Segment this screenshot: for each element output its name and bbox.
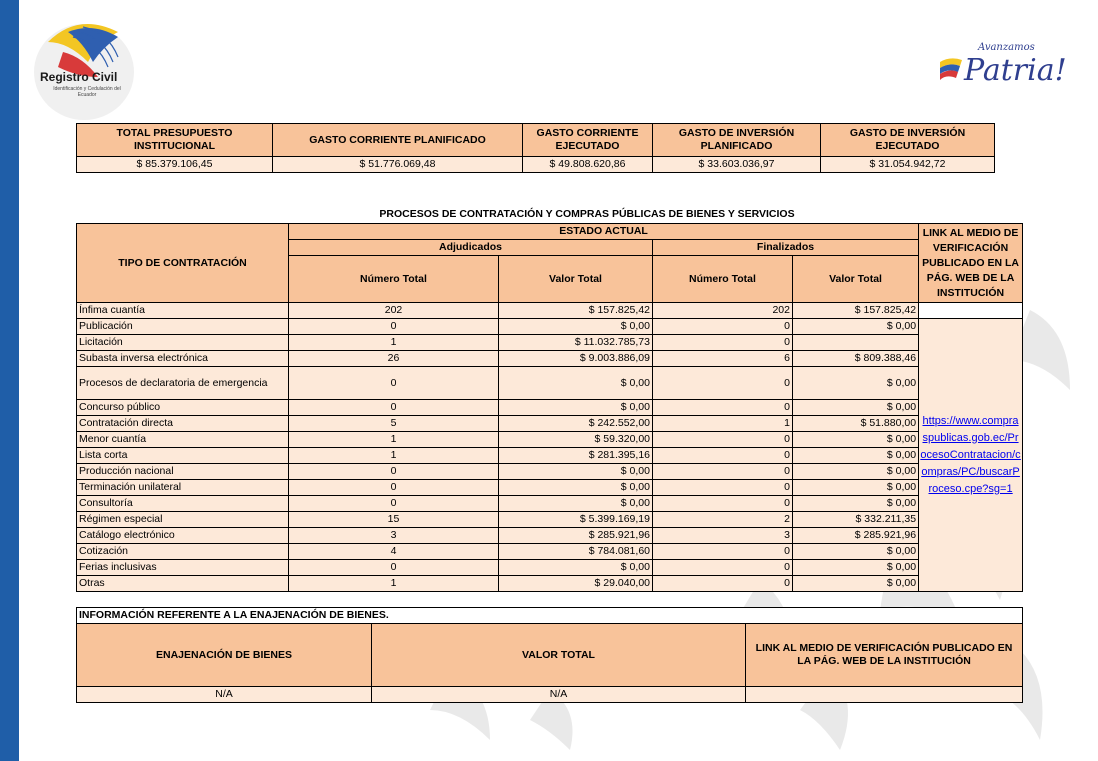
- table-row: [77, 544, 1023, 560]
- estado-actual-header: ESTADO ACTUAL: [289, 224, 919, 240]
- finalizados-valor-cell: $ 0,00: [793, 576, 919, 592]
- tipo-contratacion-header: TIPO DE CONTRATACIÓN: [77, 224, 289, 303]
- processes-title: PROCESOS DE CONTRATACIÓN Y COMPRAS PÚBLICAS DE BIENES Y SERVICIOS: [379, 208, 795, 220]
- finalizados-valor-cell: $ 51.880,00: [793, 416, 919, 432]
- adjudicados-numero-cell: 0: [289, 400, 499, 416]
- finalizados-numero-cell: 202: [653, 303, 793, 319]
- finalizados-numero-cell: 1: [653, 416, 793, 432]
- tipo-cell: Concurso público: [77, 400, 289, 416]
- tipo-cell: Consultoría: [77, 496, 289, 512]
- finalizados-valor-cell: $ 0,00: [793, 448, 919, 464]
- finalizados-valor-cell: $ 0,00: [793, 432, 919, 448]
- adjudicados-numero-cell: 5: [289, 416, 499, 432]
- finalizados-numero-cell: 0: [653, 480, 793, 496]
- tipo-cell: Ferias inclusivas: [77, 560, 289, 576]
- tipo-cell: Menor cuantía: [77, 432, 289, 448]
- adjudicados-valor-cell: $ 281.395,16: [499, 448, 653, 464]
- adjudicados-valor-cell: $ 242.552,00: [499, 416, 653, 432]
- adjudicados-numero-cell: 0: [289, 367, 499, 400]
- tipo-cell: Otras: [77, 576, 289, 592]
- budget-header-total: TOTAL PRESUPUESTO INSTITUCIONAL: [77, 124, 273, 157]
- finalizados-valor-total-header: Valor Total: [793, 256, 919, 303]
- registro-civil-logo-subtitle: Identificación y Cedulación del Ecuador: [53, 86, 121, 98]
- tipo-cell: Contratación directa: [77, 416, 289, 432]
- finalizados-numero-cell: 0: [653, 464, 793, 480]
- adjudicados-numero-cell: 0: [289, 480, 499, 496]
- finalizados-numero-cell: 6: [653, 351, 793, 367]
- finalizados-valor-cell: [793, 335, 919, 351]
- budget-value-inversion-planificado: $ 33.603.036,97: [653, 157, 821, 173]
- table-row: [77, 448, 1023, 464]
- enajenacion-value-valor: N/A: [372, 687, 746, 703]
- adjudicados-valor-cell: $ 285.921,96: [499, 528, 653, 544]
- adjudicados-numero-cell: 15: [289, 512, 499, 528]
- enajenacion-header-valor: VALOR TOTAL: [372, 624, 746, 687]
- finalizados-numero-cell: 0: [653, 496, 793, 512]
- table-row: [77, 367, 1023, 400]
- adjudicados-valor-cell: $ 0,00: [499, 367, 653, 400]
- table-row: [77, 319, 1023, 335]
- finalizados-valor-cell: $ 0,00: [793, 544, 919, 560]
- table-row: [77, 351, 1023, 367]
- adjudicados-valor-cell: $ 157.825,42: [499, 303, 653, 319]
- finalizados-numero-cell: 0: [653, 319, 793, 335]
- adjudicados-valor-cell: $ 0,00: [499, 496, 653, 512]
- enajenacion-header-link: LINK AL MEDIO DE VERIFICACIÓN PUBLICADO EN LA PÁG. WEB DE LA INSTITUCIÓN: [746, 624, 1023, 687]
- finalizados-valor-cell: $ 0,00: [793, 367, 919, 400]
- budget-header-corriente-ejecutado: GASTO CORRIENTE EJECUTADO: [523, 124, 653, 157]
- adjudicados-numero-cell: 1: [289, 432, 499, 448]
- processes-table: [76, 223, 1023, 592]
- tipo-cell: Régimen especial: [77, 512, 289, 528]
- tipo-cell: Procesos de declaratoria de emergencia: [77, 367, 289, 400]
- registro-civil-logo-icon: [28, 12, 140, 124]
- finalizados-numero-cell: 0: [653, 432, 793, 448]
- enajenacion-table: [76, 607, 1023, 703]
- adjudicados-valor-cell: $ 0,00: [499, 319, 653, 335]
- adjudicados-numero-cell: 202: [289, 303, 499, 319]
- finalizados-numero-cell: 0: [653, 367, 793, 400]
- table-row: [77, 335, 1023, 351]
- table-row: [77, 400, 1023, 416]
- finalizados-valor-cell: $ 0,00: [793, 319, 919, 335]
- link-verificacion-cell: [919, 319, 1023, 592]
- table-row: [77, 576, 1023, 592]
- tipo-cell: Terminación unilateral: [77, 480, 289, 496]
- finalizados-valor-cell: $ 0,00: [793, 560, 919, 576]
- adjudicados-numero-cell: 0: [289, 496, 499, 512]
- enajenacion-value-bienes: N/A: [77, 687, 372, 703]
- adjudicados-valor-cell: $ 0,00: [499, 560, 653, 576]
- registro-civil-logo-text: Registro Civil: [40, 70, 118, 84]
- left-accent-bar: [0, 0, 19, 761]
- finalizados-valor-cell: $ 0,00: [793, 496, 919, 512]
- finalizados-numero-cell: 0: [653, 544, 793, 560]
- tipo-cell: Lista corta: [77, 448, 289, 464]
- tipo-cell: Subasta inversa electrónica: [77, 351, 289, 367]
- table-row: [77, 480, 1023, 496]
- table-row: [77, 432, 1023, 448]
- adjudicados-numero-cell: 1: [289, 335, 499, 351]
- adjudicados-valor-cell: $ 29.040,00: [499, 576, 653, 592]
- adjudicados-numero-cell: 0: [289, 319, 499, 335]
- adjudicados-valor-cell: $ 0,00: [499, 480, 653, 496]
- adjudicados-valor-cell: $ 11.032.785,73: [499, 335, 653, 351]
- avanzamos-text: Avanzamos: [978, 42, 1035, 53]
- budget-value-corriente-ejecutado: $ 49.808.620,86: [523, 157, 653, 173]
- enajenacion-header-bienes: ENAJENACIÓN DE BIENES: [77, 624, 372, 687]
- budget-value-total: $ 85.379.106,45: [77, 157, 273, 173]
- finalizados-numero-cell: 0: [653, 448, 793, 464]
- table-row: [77, 303, 1023, 319]
- finalizados-numero-cell: 0: [653, 335, 793, 351]
- budget-value-inversion-ejecutado: $ 31.054.942,72: [821, 157, 995, 173]
- budget-header-inversion-ejecutado: GASTO DE INVERSIÓN EJECUTADO: [821, 124, 995, 157]
- finalizados-valor-cell: $ 0,00: [793, 464, 919, 480]
- finalizados-header: Finalizados: [653, 240, 919, 256]
- finalizados-valor-cell: $ 809.388,46: [793, 351, 919, 367]
- adjudicados-valor-cell: $ 59.320,00: [499, 432, 653, 448]
- adjudicados-valor-cell: $ 5.399.169,19: [499, 512, 653, 528]
- adjudicados-numero-cell: 0: [289, 464, 499, 480]
- link-verificacion-header: LINK AL MEDIO DE VERIFICACIÓN PUBLICADO EN LA PÁG. WEB DE LA INSTITUCIÓN: [919, 224, 1023, 303]
- avanzamos-patria-logo-icon: [938, 36, 1067, 92]
- table-row: [77, 416, 1023, 432]
- table-row: [77, 560, 1023, 576]
- finalizados-numero-cell: 2: [653, 512, 793, 528]
- finalizados-numero-cell: 0: [653, 400, 793, 416]
- finalizados-valor-cell: $ 0,00: [793, 480, 919, 496]
- compras-publicas-link[interactable]: https://www.compraspublicas.gob.ec/ProcesoContratacion/compras/PC/buscarProceso.cpe?sg=1: [920, 414, 1021, 495]
- budget-value-corriente-planificado: $ 51.776.069,48: [273, 157, 523, 173]
- adjudicados-numero-total-header: Número Total: [289, 256, 499, 303]
- tipo-cell: Cotización: [77, 544, 289, 560]
- tipo-cell: Publicación: [77, 319, 289, 335]
- table-row: [77, 528, 1023, 544]
- table-row: [77, 464, 1023, 480]
- adjudicados-numero-cell: 1: [289, 576, 499, 592]
- finalizados-valor-cell: $ 332.211,35: [793, 512, 919, 528]
- finalizados-numero-cell: 0: [653, 576, 793, 592]
- table-row: [77, 512, 1023, 528]
- adjudicados-valor-total-header: Valor Total: [499, 256, 653, 303]
- finalizados-numero-total-header: Número Total: [653, 256, 793, 303]
- tipo-cell: Catálogo electrónico: [77, 528, 289, 544]
- finalizados-numero-cell: 0: [653, 560, 793, 576]
- finalizados-numero-cell: 3: [653, 528, 793, 544]
- budget-header-corriente-planificado: GASTO CORRIENTE PLANIFICADO: [273, 124, 523, 157]
- finalizados-valor-cell: $ 157.825,42: [793, 303, 919, 319]
- adjudicados-valor-cell: $ 0,00: [499, 400, 653, 416]
- table-row: [77, 496, 1023, 512]
- adjudicados-valor-cell: $ 0,00: [499, 464, 653, 480]
- adjudicados-numero-cell: 0: [289, 560, 499, 576]
- enajenacion-title: INFORMACIÓN REFERENTE A LA ENAJENACIÓN DE BIENES.: [77, 608, 1023, 624]
- adjudicados-header: Adjudicados: [289, 240, 653, 256]
- enajenacion-value-link: [746, 687, 1023, 703]
- adjudicados-valor-cell: $ 9.003.886,09: [499, 351, 653, 367]
- patria-text: Patria!: [964, 53, 1067, 88]
- adjudicados-numero-cell: 4: [289, 544, 499, 560]
- tipo-cell: Ínfima cuantía: [77, 303, 289, 319]
- budget-header-inversion-planificado: GASTO DE INVERSIÓN PLANIFICADO: [653, 124, 821, 157]
- link-empty-cell: [919, 303, 1023, 319]
- finalizados-valor-cell: $ 0,00: [793, 400, 919, 416]
- adjudicados-valor-cell: $ 784.081,60: [499, 544, 653, 560]
- adjudicados-numero-cell: 1: [289, 448, 499, 464]
- budget-table: [76, 123, 995, 173]
- tipo-cell: Producción nacional: [77, 464, 289, 480]
- finalizados-valor-cell: $ 285.921,96: [793, 528, 919, 544]
- adjudicados-numero-cell: 3: [289, 528, 499, 544]
- tipo-cell: Licitación: [77, 335, 289, 351]
- adjudicados-numero-cell: 26: [289, 351, 499, 367]
